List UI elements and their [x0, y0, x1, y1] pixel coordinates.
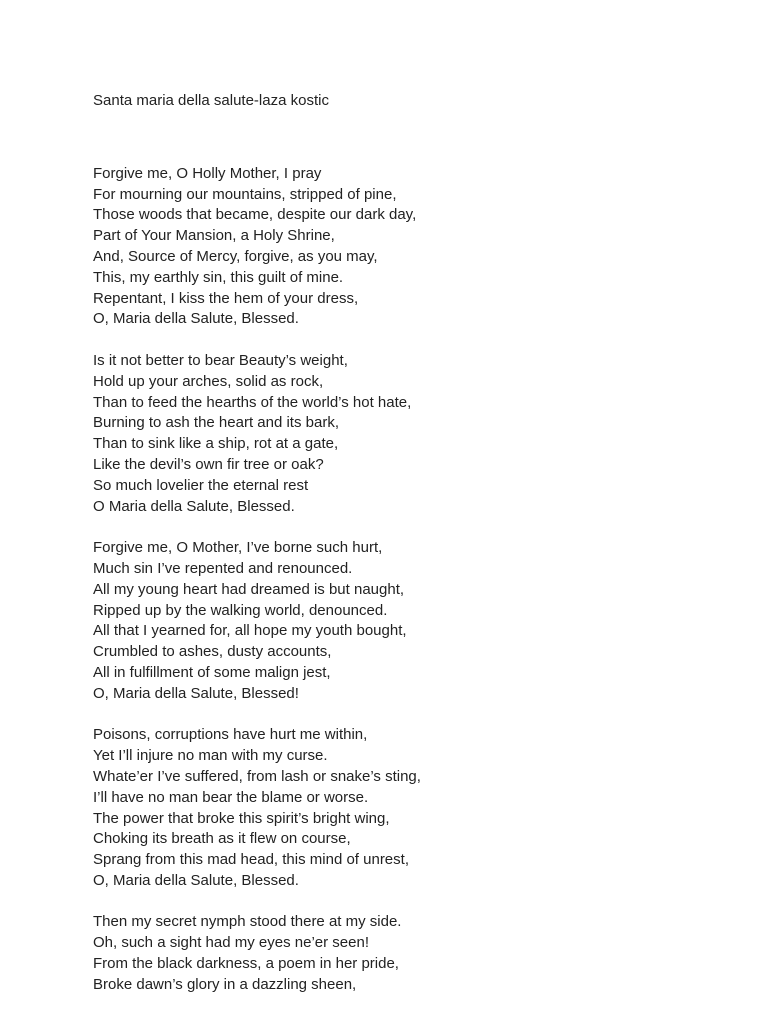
poem-line: Sprang from this mad head, this mind of unrest, — [93, 851, 409, 869]
poem-line: O, Maria della Salute, Blessed! — [93, 684, 299, 702]
poem-line: I’ll have no man bear the blame or worse. — [93, 788, 369, 806]
poem-line: Forgive me, O Holly Mother, I pray — [93, 164, 322, 182]
stanza-5 — [93, 912, 768, 995]
poem-line: Part of Your Mansion, a Holy Shrine, — [93, 227, 335, 245]
poem-line: And, Source of Mercy, forgive, as you may, — [93, 247, 378, 265]
poem-line: Then my secret nymph stood there at my side. — [93, 913, 402, 931]
poem-line: Crumbled to ashes, dusty accounts, — [93, 643, 332, 661]
poem-line: All my young heart had dreamed is but naught, — [93, 580, 405, 598]
poem-line: This, my earthly sin, this guilt of mine. — [93, 268, 344, 286]
poem-line: Those woods that became, despite our dark day, — [93, 206, 417, 224]
poem-line: Forgive me, O Mother, I’ve borne such hurt, — [93, 539, 383, 557]
poem-line: Than to sink like a ship, rot at a gate, — [93, 435, 339, 453]
poem-line: Choking its breath as it flew on course, — [93, 830, 351, 848]
poem-line: So much lovelier the eternal rest — [93, 476, 309, 494]
poem-title: Santa maria della salute-laza kostic — [93, 92, 329, 109]
stanza-2 — [93, 351, 768, 517]
stanza-4 — [93, 725, 768, 891]
poem-line: Ripped up by the walking world, denounced. — [93, 601, 388, 619]
poem-line: From the black darkness, a poem in her pride, — [93, 955, 399, 973]
poem-line: O, Maria della Salute, Blessed. — [93, 871, 299, 889]
poem-line: The power that broke this spirit’s bright wing, — [93, 809, 390, 827]
poem-line: Much sin I’ve repented and renounced. — [93, 559, 353, 577]
poem-line: Hold up your arches, solid as rock, — [93, 372, 324, 390]
poem-line: O Maria della Salute, Blessed. — [93, 497, 295, 515]
poem-line: Whate’er I’ve suffered, from lash or snake’s sting, — [93, 767, 421, 785]
stanza-3 — [93, 538, 768, 704]
poem-line: O, Maria della Salute, Blessed. — [93, 310, 299, 328]
poem-line: All that I yearned for, all hope my youth bought, — [93, 622, 407, 640]
poem-body — [93, 164, 768, 996]
poem-line: Than to feed the hearths of the world’s hot hate, — [93, 393, 412, 411]
poem-line: Repentant, I kiss the hem of your dress, — [93, 289, 359, 307]
stanza-1 — [93, 164, 768, 330]
poem-line: Oh, such a sight had my eyes ne’er seen! — [93, 934, 369, 952]
poem-line: Is it not better to bear Beauty’s weight, — [93, 351, 348, 369]
poem-line: Like the devil’s own fir tree or oak? — [93, 455, 324, 473]
poem-line: All in fulfillment of some malign jest, — [93, 663, 331, 681]
poem-line: Broke dawn’s glory in a dazzling sheen, — [93, 975, 357, 993]
poem-line: Poisons, corruptions have hurt me within, — [93, 726, 368, 744]
poem-line: For mourning our mountains, stripped of pine, — [93, 185, 397, 203]
poem-line: Yet I’ll injure no man with my curse. — [93, 747, 328, 765]
poem-line: Burning to ash the heart and its bark, — [93, 414, 339, 432]
